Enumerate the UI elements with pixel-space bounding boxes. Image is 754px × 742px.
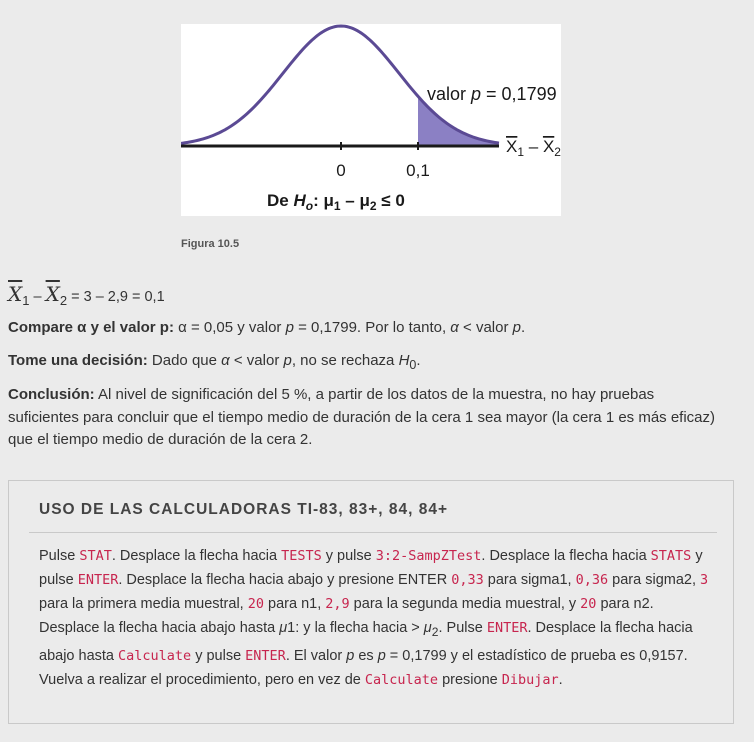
callout-divider [29, 532, 717, 533]
code-stats: STATS [650, 548, 692, 564]
instruction-text: para sigma1, [483, 572, 576, 588]
normal-curve-figure [181, 24, 561, 216]
calculator-callout-box [8, 480, 734, 724]
conclusion-paragraph [8, 384, 728, 452]
instruction-text: = 0,1799 y el estadístico de prueba es 0,9157. Vuelva a realizar el procedimiento, pero en vez de [39, 647, 688, 688]
hypothesis-label: De $H_o$: $\mu_1 - \mu_2 \le 0$ [267, 191, 405, 213]
equation-result: = 3 – 2,9 = 0,1 [67, 289, 165, 305]
instruction-text: para la primera media muestral, [39, 596, 248, 612]
xbar-2-subscript: 2 [59, 292, 68, 308]
decision-paragraph [8, 350, 728, 377]
code-value: 20 [580, 596, 597, 612]
compare-paragraph [8, 317, 728, 340]
xbar-2: $\overline{X}$ [45, 282, 60, 306]
instruction-text: para sigma2, [608, 572, 701, 588]
compare-text: < valor [458, 319, 513, 336]
xbar-1-subscript: 1 [22, 292, 30, 308]
equation-minus: – [29, 289, 46, 305]
decision-alpha: α [221, 352, 230, 369]
instruction-text: presione [438, 671, 502, 688]
compare-text: = 0,1799. Por lo tanto, [293, 319, 451, 336]
instruction-text: y pulse [39, 548, 703, 588]
code-value: 0,33 [451, 572, 484, 588]
compare-label: Compare α y el valor p: [8, 319, 174, 336]
conclusion-text: Al nivel de significación del 5 %, a partir de los datos de la muestra, no hay pruebas suficientes para concluir que el tiempo medio de duración de la cera 1 sea mayor (la cera 1 es más eficaz) que el tiempo medio de duración de la cera 2. [8, 386, 716, 448]
code-value: 0,36 [575, 572, 609, 588]
instruction-text: 1: y la flecha hacia > [287, 620, 424, 636]
instruction-text: y pulse [321, 548, 376, 564]
code-calculate: Calculate [364, 671, 439, 688]
p-variable: p [346, 647, 355, 664]
instruction-text: para n2. Desplace la flecha hacia abajo hasta [39, 596, 654, 636]
decision-text: . [416, 352, 421, 369]
code-enter: ENTER [77, 572, 119, 588]
instruction-text: y pulse [191, 647, 246, 664]
instruction-text: para la segunda media muestral, y [349, 596, 581, 612]
decision-text: , no se rechaza [291, 352, 399, 369]
conclusion-label: Conclusión: [8, 386, 95, 403]
code-stat: STAT [79, 548, 112, 564]
code-tests: TESTS [281, 548, 322, 564]
code-dibujar: Dibujar [501, 671, 559, 688]
decision-text: Dado que [147, 352, 222, 369]
code-enter: ENTER [486, 620, 528, 636]
callout-instructions [39, 544, 715, 692]
instruction-text: . El valor [285, 647, 347, 664]
mu-symbol: μ [279, 620, 288, 636]
decision-p: p [283, 352, 292, 369]
code-value: 2,9 [325, 596, 350, 612]
instruction-text: para n1, [264, 596, 326, 612]
figure-caption: Figura 10.5 [181, 238, 240, 250]
instruction-text: Pulse [39, 548, 80, 564]
xbar-1: $\overline{X}$ [8, 282, 23, 306]
normal-curve-svg [181, 24, 561, 216]
decision-label: Tome una decisión: [8, 352, 148, 369]
mu-symbol: μ [423, 620, 432, 636]
code-sampztest: 3:2-SampZTest [375, 548, 482, 564]
code-value: 20 [247, 596, 264, 612]
code-value: 3 [700, 572, 709, 588]
instruction-text: es [354, 647, 378, 664]
x-axis-label: $X_1 - X_2$ [506, 137, 561, 159]
compare-text: α = 0,05 y valor [173, 319, 286, 336]
instruction-text: . Desplace la flecha hacia abajo y presione ENTER [118, 572, 452, 588]
decision-h-subscript: 0 [409, 358, 417, 372]
instruction-text: . Pulse [438, 620, 487, 636]
compare-p: p [285, 319, 294, 336]
mu-subscript: 2 [431, 624, 439, 639]
difference-equation [8, 282, 165, 308]
p-value-label: valor p = 0,1799 [427, 84, 557, 104]
tick-label-0: 0 [336, 161, 346, 180]
decision-h: H [398, 352, 410, 369]
instruction-text: . [558, 671, 563, 688]
compare-p: p [512, 319, 521, 336]
instruction-text: . Desplace la flecha hacia [111, 548, 282, 564]
compare-alpha: α [450, 319, 459, 336]
callout-title: USO DE LAS CALCULADORAS TI-83, 83+, 84, 84+ [39, 501, 449, 518]
instruction-text: . Desplace la flecha hacia [481, 548, 651, 564]
p-variable: p [377, 647, 386, 664]
decision-text: < valor [229, 352, 284, 369]
code-enter: ENTER [245, 647, 286, 664]
code-calculate: Calculate [118, 647, 192, 664]
instruction-text: . Desplace la flecha hacia abajo hasta [39, 620, 693, 664]
tick-label-0-1: 0,1 [406, 161, 430, 180]
compare-text: . [520, 319, 526, 336]
